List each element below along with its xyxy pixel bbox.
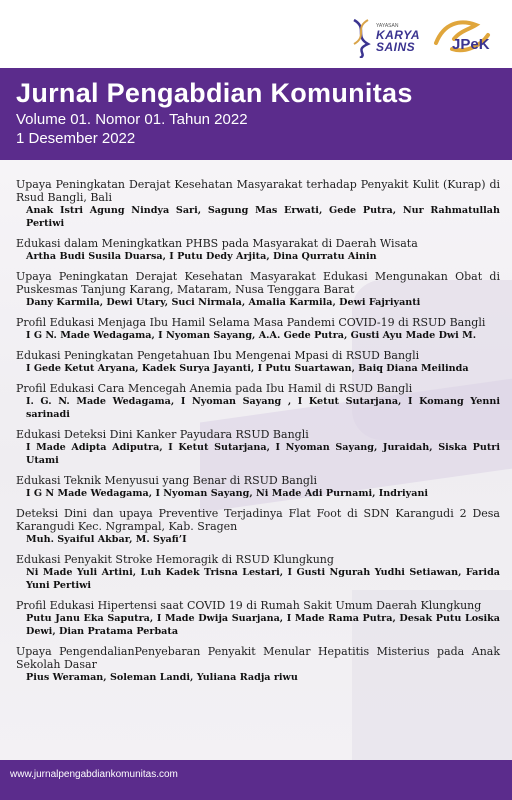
article-authors: Putu Janu Eka Saputra, I Made Dwija Suarjana, I Made Rama Putra, Desak Putu Losika Dewi, Dian Pratama Perbata <box>26 613 500 637</box>
article-title[interactable]: Profil Edukasi Cara Mencegah Anemia pada Ibu Hamil di RSUD Bangli <box>16 382 413 395</box>
article-item[interactable] <box>16 270 500 309</box>
article-title[interactable]: Upaya Peningkatan Derajat Kesehatan Masyarakat terhadap Penyakit Kulit (Kurap) di Rsud Bangli, Bali <box>16 178 500 204</box>
jpek-logo <box>430 13 494 63</box>
article-authors: I. G. N. Made Wedagama, I Nyoman Sayang , I Ketut Sutarjana, I Komang Yenni sarinadi <box>26 396 500 420</box>
article-item[interactable] <box>16 428 500 467</box>
article-item[interactable] <box>16 349 500 375</box>
article-authors: I Made Adipta Adiputra, I Ketut Sutarjana, I Nyoman Sayang, Juraidah, Siska Putri Utami <box>26 442 500 466</box>
article-authors: Pius Weraman, Soleman Landi, Yuliana Radja riwu <box>26 672 298 683</box>
article-title[interactable]: Upaya PengendalianPenyebaran Penyakit Menular Hepatitis Misterius pada Anak Sekolah Dasar <box>16 645 500 671</box>
hands-icon <box>430 13 494 63</box>
article-authors: Anak Istri Agung Nindya Sari, Sagung Mas Erwati, Gede Putra, Nur Rahmatullah Pertiwi <box>26 205 500 229</box>
article-authors: Ni Made Yuli Artini, Luh Kadek Trisna Lestari, I Gusti Ngurah Yudhi Setiawan, Farida Yuni Pertiwi <box>26 567 500 591</box>
article-title[interactable]: Deteksi Dini dan upaya Preventive Terjadinya Flat Foot di SDN Karangudi 2 Desa Karangudi Kec. Ngrampal, Kab. Sragen <box>16 507 500 533</box>
article-authors: I Gede Ketut Aryana, Kadek Surya Jayanti, I Putu Suartawan, Baiq Diana Meilinda <box>26 363 469 374</box>
article-authors: Dany Karmila, Dewi Utary, Suci Nirmala, Amalia Karmila, Dewi Fajriyanti <box>26 297 421 308</box>
article-title[interactable]: Edukasi Teknik Menyusui yang Benar di RSUD Bangli <box>16 474 318 487</box>
top-logo-bar <box>0 0 512 68</box>
karya-sains-logo <box>350 18 420 58</box>
karya-line1: KARYA <box>375 27 420 42</box>
journal-title: Jurnal Pengabdian Komunitas <box>16 78 413 108</box>
journal-volume: Volume 01. Nomor 01. Tahun 2022 <box>16 111 248 128</box>
article-item[interactable] <box>16 178 500 230</box>
article-item[interactable] <box>16 237 500 263</box>
article-title[interactable]: Profil Edukasi Menjaga Ibu Hamil Selama Masa Pandemi COVID-19 di RSUD Bangli <box>16 316 486 329</box>
article-authors: I G N Made Wedagama, I Nyoman Sayang, Ni Made Adi Purnami, Indriyani <box>26 488 429 499</box>
footer <box>0 760 512 800</box>
article-item[interactable] <box>16 382 500 421</box>
article-list <box>16 178 500 691</box>
article-title[interactable]: Edukasi dalam Meningkatkan PHBS pada Masyarakat di Daerah Wisata <box>16 237 418 250</box>
journal-date: 1 Desember 2022 <box>16 130 136 147</box>
article-authors: Muh. Syaiful Akbar, M. Syafi’I <box>26 534 187 545</box>
article-authors: I G N. Made Wedagama, I Nyoman Sayang, A.A. Gede Putra, Gusti Ayu Made Dwi M. <box>26 330 477 341</box>
article-title[interactable]: Edukasi Peningkatan Pengetahuan Ibu Mengenai Mpasi di RSUD Bangli <box>16 349 420 362</box>
jpek-text: JPeK <box>452 36 490 53</box>
article-title[interactable]: Edukasi Deteksi Dini Kanker Payudara RSUD Bangli <box>16 428 309 441</box>
article-item[interactable] <box>16 599 500 638</box>
article-authors: Artha Budi Susila Duarsa, I Putu Dedy Arjita, Dina Qurratu Ainin <box>26 251 377 262</box>
logos <box>350 8 494 68</box>
article-item[interactable] <box>16 474 500 500</box>
table-of-contents <box>0 160 512 760</box>
dna-icon <box>350 18 372 58</box>
article-title[interactable]: Edukasi Penyakit Stroke Hemoragik di RSUD Klungkung <box>16 553 334 566</box>
karya-small-label: YAYASAN <box>375 22 399 29</box>
article-title[interactable]: Profil Edukasi Hipertensi saat COVID 19 di Rumah Sakit Umum Daerah Klungkung <box>16 599 482 612</box>
journal-header <box>0 68 512 160</box>
article-title[interactable]: Upaya Peningkatan Derajat Kesehatan Masyarakat Edukasi Mengunakan Obat di Puskesmas Tanjung Karang, Mataram, Nusa Tenggara Barat <box>16 270 500 296</box>
article-item[interactable] <box>16 507 500 546</box>
article-item[interactable] <box>16 645 500 684</box>
article-item[interactable] <box>16 553 500 592</box>
website-link[interactable]: www.jurnalpengabdiankomunitas.com <box>10 769 178 780</box>
article-item[interactable] <box>16 316 500 342</box>
karya-line2: SAINS <box>375 39 416 54</box>
